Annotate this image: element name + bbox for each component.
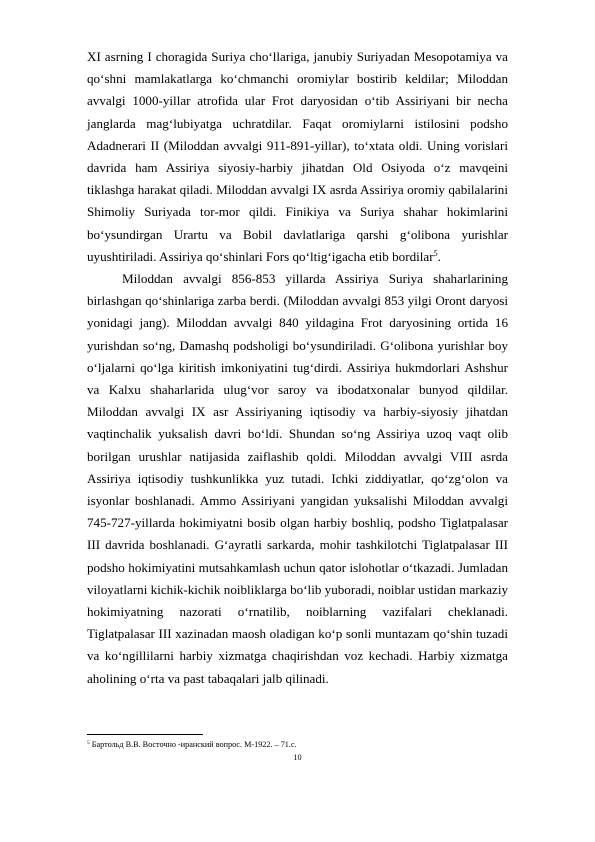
page-number: 10 bbox=[293, 753, 302, 762]
footnote-marker: 5 bbox=[87, 740, 90, 746]
footnote-reference[interactable]: 5 bbox=[433, 248, 438, 258]
footnote bbox=[87, 739, 508, 750]
footnote-text: Бартольд В.В. Восточно -иранский вопрос. М-1922. – 71.с. bbox=[89, 740, 297, 749]
paragraph-1 bbox=[87, 46, 508, 268]
paragraph-2: Miloddan avvalgi 856-853 yillarda Assiriya Suriya shaharlarining birlashgan qo‘shinlariga zarba berdi. (Miloddan avvalgi 853 yilgi Oront daryosi yonidagi jang). Miloddan avvalgi 840 yildagina Frot daryosining ortida 16 yurishdan so‘ng, Damashq podsholigi bo‘ysundiriladi. G‘olibona yurishlar boy o‘ljalarni qo‘lga kiritish imkoniyatini tug‘dirdi. Assiriya hukmdorlari Ashshur va Kalxu shaharlarida ulug‘vor saroy va ibodatxonalar bunyod qildilar. Miloddan avvalgi IX asr Assiriyaning iqtisodiy va harbiy-siyosiy jihatdan vaqtinchalik yuksalish davri bo‘ldi. Shundan so‘ng Assiriya uzoq vaqt olib borilgan urushlar natijasida zaiflashib qoldi. Miloddan avvalgi VIII asrda Assiriya iqtisodiy tushkunlikka yuz tutadi. Ichki ziddiyatlar, qo‘zg‘olon va isyonlar boshlanadi. Ammo Assiriyani yangidan yuksalishi Miloddan avvalgi 745-727-yillarda hokimiyatni bosib olgan harbiy boshliq, podsho Tiglatpalasar III davrida boshlanadi. G‘ayratli sarkarda, mohir tashkilotchi Tiglatpalasar III podsho hokimiyatini mutsahkamlash uchun qator islohotlar o‘tkazadi. Jumladan viloyatlarni kichik-kichik noibliklarga bo‘lib yuboradi, noiblar ustidan markaziy hokimiyatning nazorati o‘rnatilib, noiblarning vazifalari cheklanadi. Tiglatpalasar III xazinadan maosh oladigan ko‘p sonli muntazam qo‘shin tuzadi va ko‘ngillilarni harbiy xizmatga chaqirishdan voz kechadi. Harbiy xizmatga aholining o‘rta va past tabaqalari jalb qilinadi. bbox=[87, 271, 508, 686]
main-text bbox=[87, 46, 508, 690]
footnote-separator bbox=[87, 734, 203, 735]
paragraph-1-text: XI asrning I choragida Suriya cho‘llariga, janubiy Suriyadan Mesopotamiya va qo‘shni mamlakatlarga ko‘chmanchi oromiylar bostirib keldilar; Miloddan avvalgi 1000-yillar atrofida ular Frot daryosidan o‘tib Assiriyani bir necha janglarda mag‘lubiyatga uchratdilar. Faqat oromiylarni istilosini podsho Adadnerari II (Miloddan avvalgi 911-891-yillar), to‘xtata oldi. Uning vorislari davrida ham Assiriya siyosiy-harbiy jihatdan Old Osiyoda o‘z mavqeini tiklashga harakat qiladi. Miloddan avvalgi IX asrda Assiriya oromiy qabilalarini Shimoliy Suriyada tor-mor qildi. Finikiya va Suriya shahar hokimlarini bo‘ysundirgan Urartu va Bobil davlatlariga qarshi g‘olibona yurishlar uyushtiriladi. Assiriya qo‘shinlari Fors qo‘ltig‘igacha etib bordilar bbox=[87, 49, 508, 264]
paragraph-1-end: . bbox=[437, 248, 441, 264]
